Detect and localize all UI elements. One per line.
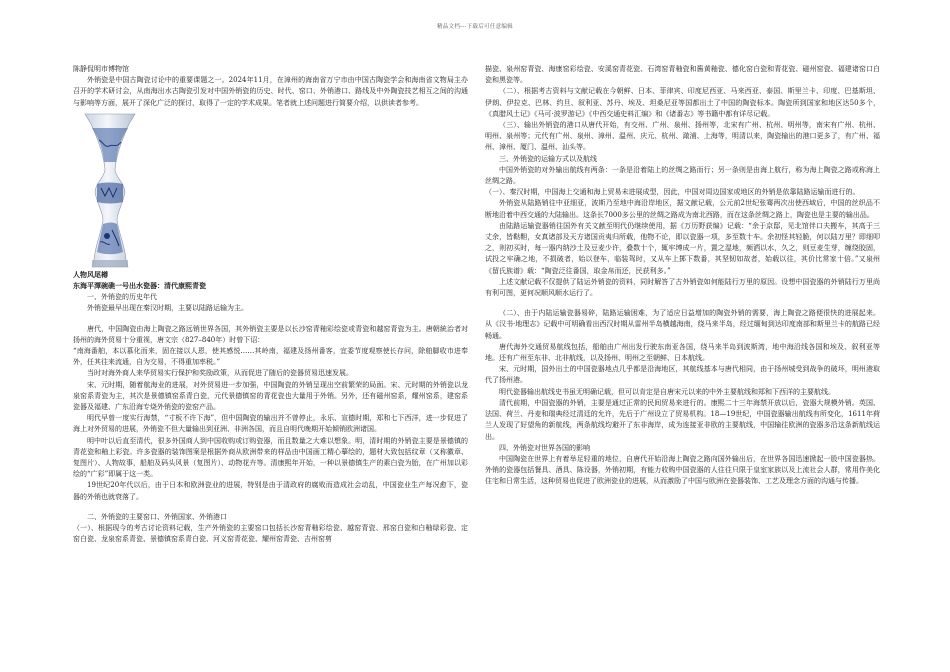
paragraph: 19世纪20年代以后，由于日本和欧洲瓷业的进展，特别是由于清政府的腐败而造成社会动乱，中国瓷业生产每况愈下，瓷器的外销也就衰落了。 <box>73 481 468 501</box>
paragraph: 明中叶以后直至清代，很多外国商人到中国收购或订购瓷器，而且数量之大难以想象。明，清时期的外销瓷主要是景德镇的青花瓷和釉上彩瓷。许多瓷器的装饰图案是根据外商从欧洲带来的样品由中国画工精心摹绘的，题材大致包括纹章（又称徽章、复图片）、人物故事，船舶及码头风景（复图片）、动物花卉等。清康熙年开始，一种以景德镇生产的素白瓷为胎，在广州加以彩绘的“广彩”即属于这一类。 <box>73 436 468 479</box>
paragraph: 宋、元时期，国外出土的中国瓷器地点几乎都是沿海地区，其航线基本与唐代相同，由于扬州城受到战争的破坏，明州港取代了扬州港。 <box>485 365 880 385</box>
paragraph: 外销瓷从陆路销往中亚细亚，波斯乃至地中海沿岸地区，据文献记载，公元前2世纪张骞两次出使西域后，中国的丝织品不断地沿着中西交通的大陆输出。这条长7000多公里的丝绸之路成为南北西路，而在这条丝绸之路上，陶瓷也是主要的输出品。 <box>485 199 880 219</box>
figure-caption-subtitle: 东海平潭碗礁一号出水瓷器：清代康熙青瓷 <box>73 282 206 291</box>
vase-figure <box>79 112 468 269</box>
paragraph: 外销瓷是中国古陶瓷讨论中的重要课题之一。2024年11月，在漳州的海南省万宁市由中国古陶瓷学会和海南省文物局主办召开的学术研讨会，从南海出水古陶瓷引发对中国外销瓷的历史、时代、窑口、外销港口、路线及中外陶瓷技艺相互之间的沟通与影响等方面，展开了深化广泛的探讨，取得了一定的学术成果。笔者就上述问题进行简要介绍，以供读者参考。 <box>73 76 468 107</box>
paragraph: 明代瓷器输出航线史书虽无明确记载，但可以肯定是自唐宋元以来的中外主要航线和郑和下西洋的主要航线。 <box>499 387 835 396</box>
paragraph: 明代早曾一度实行海禁，“寸板不许下海”，但中国陶瓷的输出并不曾停止，永乐、宣德时期，郑和七下西洋，进一步促进了海上对外贸易的进展，外销瓷不但大量输出到亚洲、非洲各国，而且自明代晚期开始倾销欧洲诸国。 <box>73 414 468 434</box>
paragraph: 唐代海外交通贸易航线包括，船舶由广州出发行驶东南亚各国，绕马来半岛到波斯湾，地中海沿线各国和埃及、叙利亚等地。还有广州至东非、北非航线，以及扬州、明州之至朝鲜、日本航线。 <box>485 342 880 363</box>
paragraph: 一、外销瓷的历史年代 <box>87 293 157 302</box>
paragraph: “南海番舶，本以慕化而来，固在接以人恩，使其感悦……其岭南，福建及扬州番客，宜委节度观察使长存问，除舶脚收市进奉外，任其往来流通，自为交易，不得重加率税。” <box>73 347 468 367</box>
paragraph: 唐代，中国陶瓷由海上陶瓷之路远销世界各国，其外销瓷主要是以长沙窑青釉彩绘瓷或青瓷和越窑青瓷为主。唐朝統治者对扬州的海外贸易十分重视，唐文宗（827–840年）时曾下诏： <box>73 324 468 344</box>
left-history-body <box>73 324 468 503</box>
right-section-b <box>485 308 880 487</box>
right-section-a <box>485 64 880 299</box>
paragraph: 陈静侃明市博物馆 <box>73 65 129 73</box>
vase-image <box>79 112 141 269</box>
paragraph: （一）、根据现今的考古讨论资料记载，生产外销瓷的主要窑口包括长沙窑青釉彩绘瓷、越窑青瓷、邢窑白瓷和白釉绿彩瓷、定窑白瓷、龙泉窑系青瓷、景德镇窑系青白瓷、河义窑青花瓷、耀州窑青瓷、吉州窑剪 <box>73 524 468 544</box>
paragraph: 由陆路运输瓷器销往国外有关文献至明代仍继续使用，据《万历野获编》记载：“余于京邸，见北馆伴口夫搬车，其高于三丈余，皆鞑靼，女真诸部及天方诸国贡夷归所载，他物不论，即以瓷器一项，多至数十车。余初怪其轻脆，何以陆万里？即细叩之，则初买时，每一器内纳沙土及豆麦少许，叠数十个，辄牢缚成一片，置之湿地，频洒以水，久之，则豆麦生芽，缠绕胶固，试投之牢确之地，不损破者，始以登车，临装驾时，又从车上掷下数番，其坚韧如故者，始载以往，其价比常家十倍。”又泉州《留氏族谱》载：“陶瓷泛往番国，取金帛而还，民获利多。” <box>485 221 880 275</box>
paragraph: （二）、根据考古资料与文献记载在今朝鲜、日本、菲律宾、印度尼西亚、马来西亚、泰国、斯里兰卡、印度、巴基斯坦、伊朗、伊拉克、巴林、约旦、叙利亚、苏丹、埃及、坦桑尼亚等国都出土了中国的陶瓷标本。陶瓷所到国家和地区达50多个，《真腊风土记》《马可·波罗游记》《中西交通史料汇编》和《诸番志》等书籍中都有详尽记载。 <box>485 87 880 118</box>
paragraph: 三、外销瓷的运输方式以及航线 <box>499 154 597 163</box>
paragraph: 四、外销瓷对世界各国的影响 <box>499 443 590 452</box>
paragraph: 宋、元时期，随着航海业的进展，对外贸易进一步加强，中国陶瓷的外销呈现出空前繁荣的局面。宋、元时期的外销瓷以龙泉窑系青瓷为主，其次是景德镇窑系青白瓷，元代景德镇窑的青花瓷也大量用于外销。另外，还有磁州窑系，耀州窑系，建窑系瓷器及福建、广东沿海专烧外销瓷的瓷窑产品。 <box>73 380 468 412</box>
paragraph: 外销瓷最早出现在秦汉时期，主要以陆路运输为主。 <box>87 304 248 313</box>
paragraph: 中国陶瓷在世界上有着举足轻重的地位，自唐代开始沿海上陶瓷之路向国外输出后，在世界各国迅速掀起一股中国瓷器热。外销的瓷器包括餐具、酒具、陈设器，外销初期，有能力收购中国瓷器的人往往只限于皇室家族以及上流社会人群，常用作美化住宅和日常生活，这种贸易也促进了欧洲瓷业的进展，从而激励了中国与欧洲在瓷器装饰、工艺及理念方面的沟通与传播。 <box>485 454 880 486</box>
paragraph: 清代前期，中国瓷器的外销，主要是通过正常的民间贸易来进行的。康熙二十三年海禁开放以后，瓷器大规模外销。英国、法国、荷兰、丹麦和瑞典经过清廷的允许，先后于广州设立了贸易机构。18—19世纪，中国瓷器输出航线有所变化，1611年荷兰人发现了好望角的新航线，两条航线均避开了东非海岸，成为连接亚非欧的主要航线，中国输往欧洲的瓷器多沿这条新航线运出。 <box>485 398 880 441</box>
paragraph: （一）、秦汉时期，中国海上交通和海上贸易未进展成型，因此，中国对周边国家或地区的外销是依靠陆路运输而进行的。 <box>485 188 860 197</box>
left-intro-section <box>73 64 468 109</box>
paragraph: （二）、由于内陆运输瓷器易碎，陆路运输困难，为了适应日益增加的陶瓷外销的需要，海上陶瓷之路便很快的进展起来。从《汉书·地理志》记载中可明确看出西汉时期从雷州半岛横越海南，绕马来半岛，经过缅甸到达印度南部和斯里兰卡的航路已经畅通。 <box>485 309 880 340</box>
paragraph: （三）、输出外销瓷的港口从唐代开始，有交州、广州、泉州、扬州等，北宋有广州、杭州、明州等，南宋有广州、杭州、明州、泉州等；元代有广州、泉州、漳州、温州、庆元、杭州、澉浦、上海等，明清以来，陶瓷输出的港口更多了，有广州、福州、漳州、厦门、温州、汕头等。 <box>485 121 880 152</box>
paragraph: 上述文献记载不仅提供了陆运外销瓷的资料，同时解答了古外销瓷如何能陆行万里的原因。设想中国瓷器的外销陆行万里尚有利可图，更何况顺风顺水运行了。 <box>485 277 880 298</box>
left-history-heading <box>73 292 468 314</box>
left-column <box>73 64 468 545</box>
paragraph: 当时对海外商人来华贸易实行保护和奖励政策，从而促进了随后的瓷器贸易迅速发展。 <box>87 369 353 378</box>
page-header: 精品文档---下载后可任意编辑 <box>436 24 514 30</box>
paragraph: 描瓷、泉州窑青瓷、海康窑彩绘瓷、安溪窑青花瓷、石湾窑青釉瓷和酱黄釉瓷、德化窑白瓷和青花瓷、磁州窑瓷、福建诸窑口白瓷和黑瓷等。 <box>485 65 880 85</box>
paragraph: 二、外销瓷的主要窑口、外销国家、外销港口 <box>87 512 227 521</box>
paragraph: 中国外销瓷的对外输出航线有两条：一条是沿着陆上的丝绸之路而行；另一条则是由海上航行，称为海上陶瓷之路或称海上丝绸之路。 <box>485 165 880 186</box>
right-column <box>485 64 880 488</box>
left-kilns-section <box>73 512 468 546</box>
figure-caption-title: 人物风尾樽 <box>73 270 108 279</box>
